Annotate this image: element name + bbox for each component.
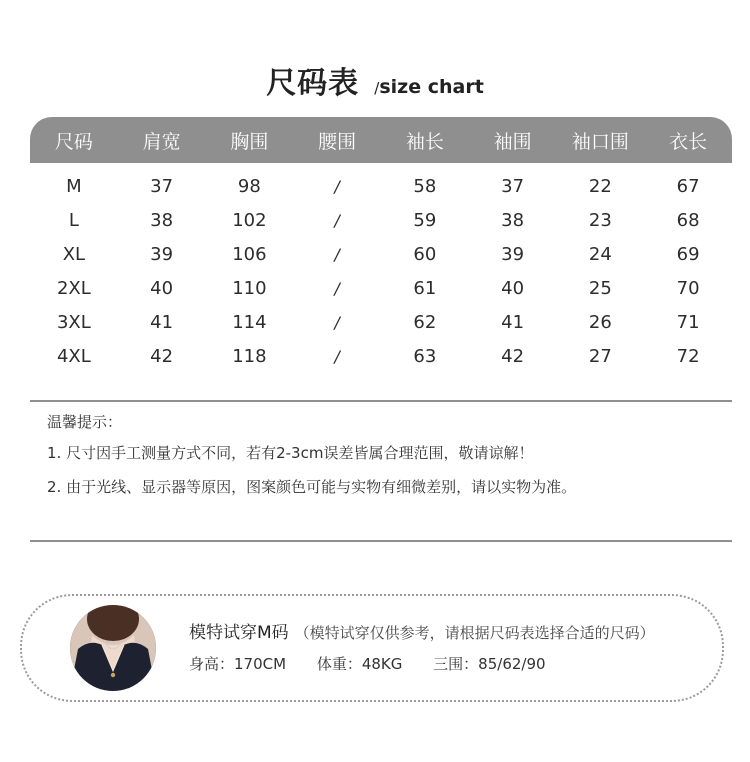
- title-chinese: 尺码表: [266, 66, 360, 101]
- model-size-note: （模特试穿仅供参考，请根据尺码表选择合适的尺码）: [294, 624, 655, 642]
- table-cell: 42: [501, 345, 525, 367]
- table-cell: 114: [232, 311, 267, 333]
- table-row: [30, 305, 732, 339]
- table-cell: 24: [588, 243, 612, 265]
- table-cell: 4XL: [56, 345, 91, 367]
- table-cell: 39: [150, 243, 174, 265]
- table-cell: 70: [676, 277, 700, 299]
- table-cell: 63: [413, 345, 437, 367]
- table-cell: 3XL: [56, 311, 91, 333]
- tips-section: [47, 408, 727, 504]
- table-cell: /: [334, 176, 340, 196]
- size-table-body: [30, 163, 732, 373]
- model-details: [189, 618, 655, 674]
- table-cell: 38: [150, 209, 174, 231]
- model-weight: 体重：48KG: [316, 655, 403, 673]
- title-slash: /: [374, 79, 380, 97]
- model-height: 身高：170CM: [189, 655, 287, 673]
- table-cell: 98: [237, 175, 261, 197]
- model-size-line: [189, 618, 655, 643]
- table-cell: 40: [501, 277, 525, 299]
- table-cell: /: [334, 244, 340, 264]
- table-cell: 102: [232, 209, 267, 231]
- table-cell: 42: [150, 345, 174, 367]
- header-shoulder: 肩宽: [142, 130, 181, 153]
- tip-item: 2. 由于光线、显示器等原因，图案颜色可能与实物有细微差别，请以实物为准。: [47, 478, 577, 496]
- size-table-header: [30, 117, 732, 163]
- table-cell: 2XL: [56, 277, 91, 299]
- model-size-label: 模特试穿M码: [189, 623, 289, 643]
- table-cell: XL: [62, 243, 86, 265]
- model-photo-icon: [70, 605, 156, 691]
- table-cell: 118: [232, 345, 267, 367]
- table-cell: /: [334, 346, 340, 366]
- table-cell: 110: [232, 277, 267, 299]
- table-cell: 37: [150, 175, 174, 197]
- table-cell: /: [334, 278, 340, 298]
- header-sleeve-length: 袖长: [405, 130, 444, 153]
- table-cell: 59: [413, 209, 437, 231]
- header-cuff: 袖口围: [571, 130, 629, 153]
- header-sleeve-width: 袖围: [493, 130, 532, 153]
- table-cell: 69: [676, 243, 700, 265]
- tip-item: 1. 尺寸因手工测量方式不同，若有2-3cm误差皆属合理范围，敬请谅解！: [47, 444, 534, 462]
- table-cell: /: [334, 210, 340, 230]
- table-row: [30, 237, 732, 271]
- table-cell: 25: [588, 277, 612, 299]
- model-avatar: [70, 605, 156, 691]
- table-row: [30, 203, 732, 237]
- header-size: 尺码: [54, 130, 93, 153]
- table-cell: 40: [150, 277, 174, 299]
- table-cell: 39: [501, 243, 525, 265]
- table-cell: 41: [501, 311, 525, 333]
- table-cell: 71: [676, 311, 700, 333]
- table-cell: 61: [413, 277, 437, 299]
- divider-top: [30, 400, 732, 402]
- model-info-card: [20, 594, 724, 702]
- table-cell: 37: [501, 175, 525, 197]
- header-bust: 胸围: [230, 130, 269, 153]
- size-table: [30, 117, 732, 373]
- table-cell: L: [68, 209, 79, 231]
- table-cell: /: [334, 312, 340, 332]
- title-english: size chart: [379, 76, 484, 98]
- model-measurements-line: [189, 653, 655, 674]
- model-three-sizes: 三围：85/62/90: [433, 655, 546, 673]
- table-cell: 60: [413, 243, 437, 265]
- header-length: 衣长: [669, 130, 708, 153]
- table-cell: 68: [676, 209, 700, 231]
- tips-title: 温馨提示：: [47, 413, 123, 431]
- table-cell: 67: [676, 175, 700, 197]
- table-row: [30, 339, 732, 373]
- page-title: [0, 58, 750, 102]
- table-cell: 72: [676, 345, 700, 367]
- table-cell: 27: [588, 345, 612, 367]
- table-cell: 26: [588, 311, 612, 333]
- divider-bottom: [30, 540, 732, 542]
- table-cell: 62: [413, 311, 437, 333]
- table-cell: 22: [588, 175, 612, 197]
- table-cell: 106: [232, 243, 267, 265]
- table-cell: 41: [150, 311, 174, 333]
- table-cell: 58: [413, 175, 437, 197]
- table-row: [30, 169, 732, 203]
- table-cell: 23: [588, 209, 612, 231]
- header-waist: 腰围: [318, 130, 357, 153]
- table-cell: 38: [501, 209, 525, 231]
- table-row: [30, 271, 732, 305]
- table-cell: M: [66, 175, 82, 197]
